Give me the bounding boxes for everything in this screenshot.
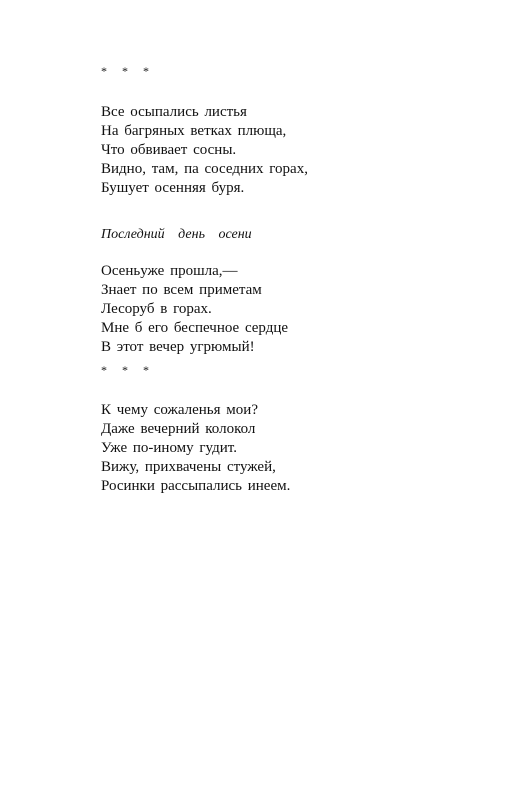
- poem-line: Росинки рассыпались инеем.: [101, 478, 291, 494]
- poem-line: На багряных ветках плюща,: [101, 123, 287, 139]
- poem-line: Лесоруб в горах.: [101, 301, 212, 317]
- poem-line: Бушует осенняя буря.: [101, 180, 245, 196]
- poem-line: В этот вечер угрюмый!: [101, 339, 255, 355]
- section-separator: * * *: [101, 64, 155, 78]
- section-separator: * * *: [101, 363, 155, 377]
- poem-stanza-1: [101, 103, 308, 198]
- poem-title: Последний день осени: [101, 227, 252, 242]
- poem-stanza-2: [101, 262, 288, 357]
- poem-line: Знает по всем приметам: [101, 282, 262, 298]
- poem-line: Видно, там, па соседних горах,: [101, 161, 308, 177]
- poem-line: Мне б его беспечное сердце: [101, 320, 289, 336]
- poem-line: Уже по-иному гудит.: [101, 440, 237, 456]
- poem-line: К чему сожаленья мои?: [101, 402, 258, 418]
- poem-line: Вижу, прихвачены стужей,: [101, 459, 276, 475]
- poem-stanza-3: [101, 401, 290, 496]
- poem-line: Что обвивает сосны.: [101, 142, 237, 158]
- poem-line: Все осыпались листья: [101, 104, 247, 120]
- poem-line: Осеньуже прошла,—: [101, 263, 238, 279]
- poem-line: Даже вечерний колокол: [101, 421, 256, 437]
